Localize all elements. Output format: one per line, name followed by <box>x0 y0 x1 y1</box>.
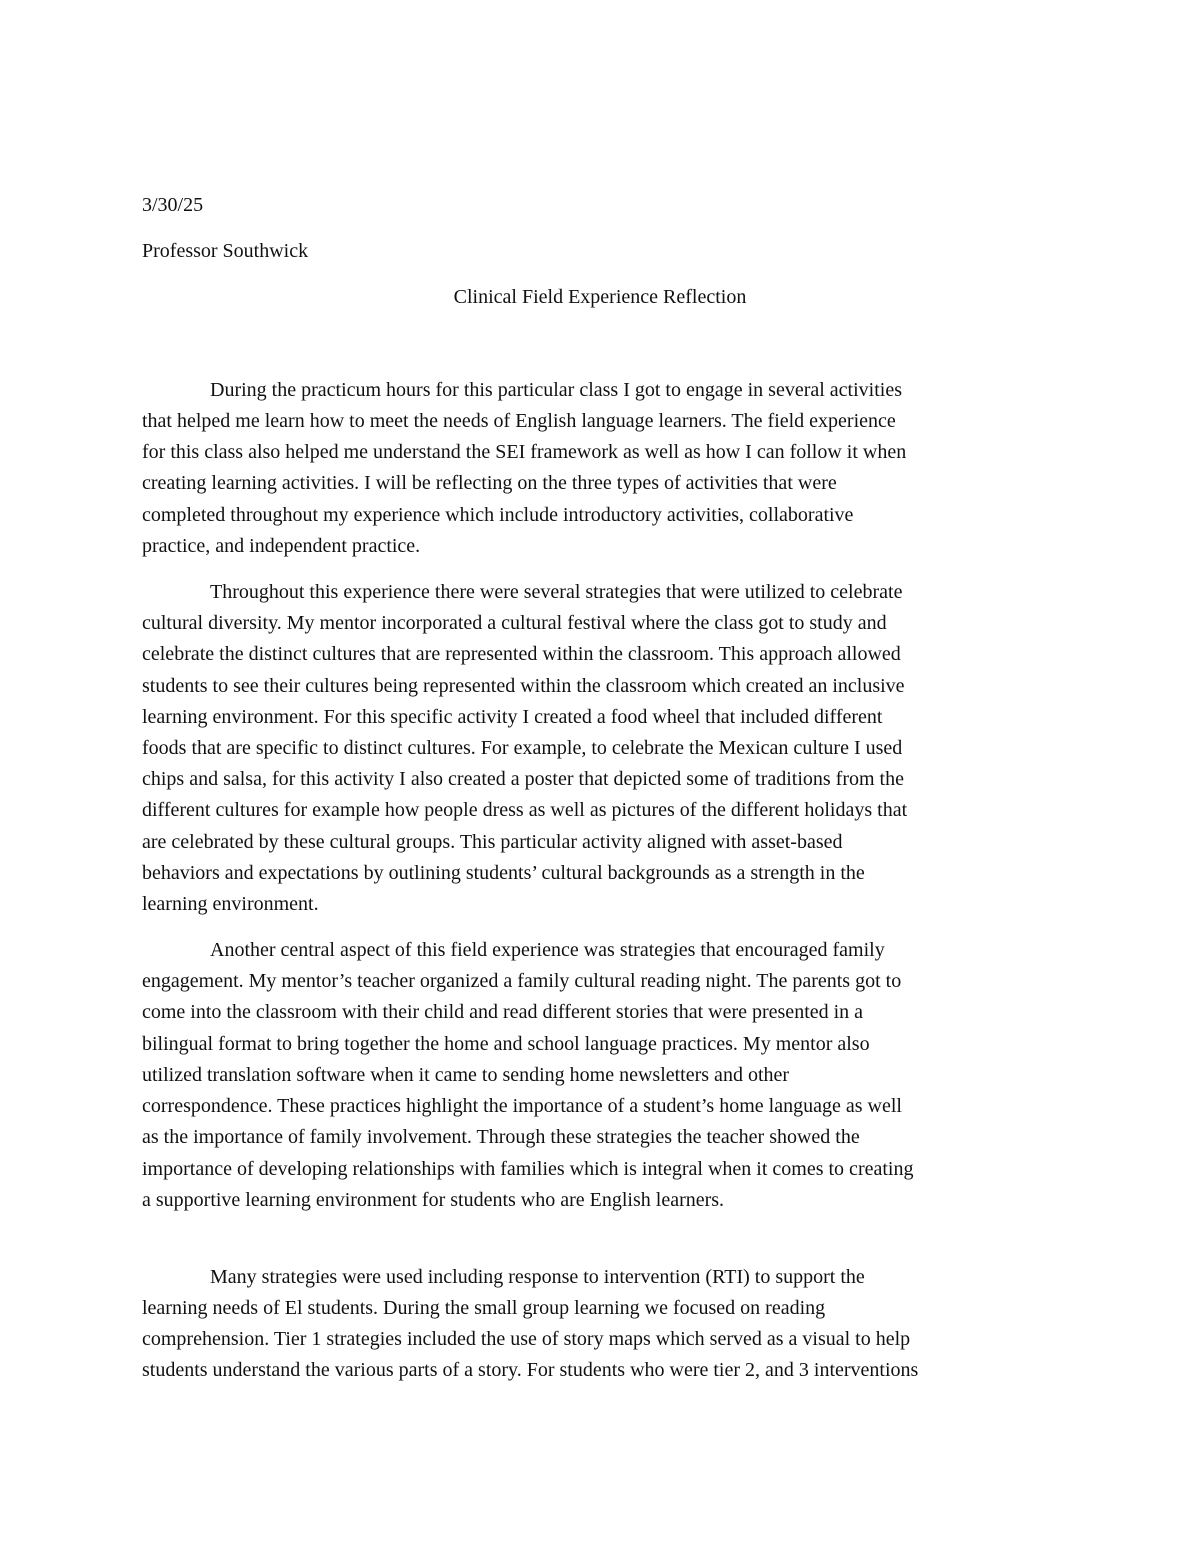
paragraph-line: Throughout this experience there were several strategies that were utilized to celebrate <box>210 581 903 603</box>
paragraph-line: During the practicum hours for this particular class I got to engage in several activities <box>210 379 903 401</box>
paragraph-line: cultural diversity. My mentor incorporated a cultural festival where the class got to study and <box>142 612 887 634</box>
paragraph-line: students understand the various parts of a story. For students who were tier 2, and 3 interventions <box>142 1359 919 1381</box>
paragraph-line: for this class also helped me understand the SEI framework as well as how I can follow it when <box>142 441 907 463</box>
paragraph-line: behaviors and expectations by outlining students’ cultural backgrounds as a strength in the <box>142 862 865 884</box>
paragraph-line: Another central aspect of this field experience was strategies that encouraged family <box>210 939 885 961</box>
paragraph-line: celebrate the distinct cultures that are represented within the classroom. This approach allowed <box>142 643 901 665</box>
paragraph-line: a supportive learning environment for students who are English learners. <box>142 1189 725 1211</box>
paragraph-line: bilingual format to bring together the home and school language practices. My mentor also <box>142 1033 870 1055</box>
paragraph-line: Many strategies were used including response to intervention (RTI) to support the <box>210 1266 865 1288</box>
paragraph-line: that helped me learn how to meet the needs of English language learners. The field experience <box>142 410 896 432</box>
paragraph-line: correspondence. These practices highlight the importance of a student’s home language as well <box>142 1095 902 1117</box>
date-line: 3/30/25 <box>142 194 204 216</box>
paragraph-line: learning environment. For this specific activity I created a food wheel that included different <box>142 706 883 728</box>
paragraph-line: as the importance of family involvement. Through these strategies the teacher showed the <box>142 1126 860 1148</box>
paragraph-line: come into the classroom with their child and read different stories that were presented in a <box>142 1001 864 1023</box>
paragraph-line: learning needs of El students. During the small group learning we focused on reading <box>142 1297 826 1319</box>
paragraph-line: comprehension. Tier 1 strategies included the use of story maps which served as a visual to help <box>142 1328 911 1350</box>
paragraph-line: completed throughout my experience which include introductory activities, collaborative <box>142 504 854 526</box>
document-title: Clinical Field Experience Reflection <box>453 286 747 308</box>
paragraph-line: are celebrated by these cultural groups. This particular activity aligned with asset-based <box>142 831 843 853</box>
paragraph-line: different cultures for example how people dress as well as pictures of the different holidays that <box>142 799 908 821</box>
paragraph-line: foods that are specific to distinct cultures. For example, to celebrate the Mexican culture I used <box>142 737 903 759</box>
paragraph-line: engagement. My mentor’s teacher organized a family cultural reading night. The parents got to <box>142 970 902 992</box>
paragraph-line: students to see their cultures being represented within the classroom which created an inclusive <box>142 675 905 697</box>
paragraph-line: importance of developing relationships with families which is integral when it comes to creating <box>142 1158 914 1180</box>
paragraph-line: creating learning activities. I will be reflecting on the three types of activities that were <box>142 472 837 494</box>
paragraph-line: learning environment. <box>142 893 319 915</box>
professor-line: Professor Southwick <box>142 240 309 262</box>
paragraph-line: utilized translation software when it came to sending home newsletters and other <box>142 1064 790 1086</box>
paragraph-line: practice, and independent practice. <box>142 535 421 557</box>
paragraph-line: chips and salsa, for this activity I also created a poster that depicted some of traditions from the <box>142 768 904 790</box>
